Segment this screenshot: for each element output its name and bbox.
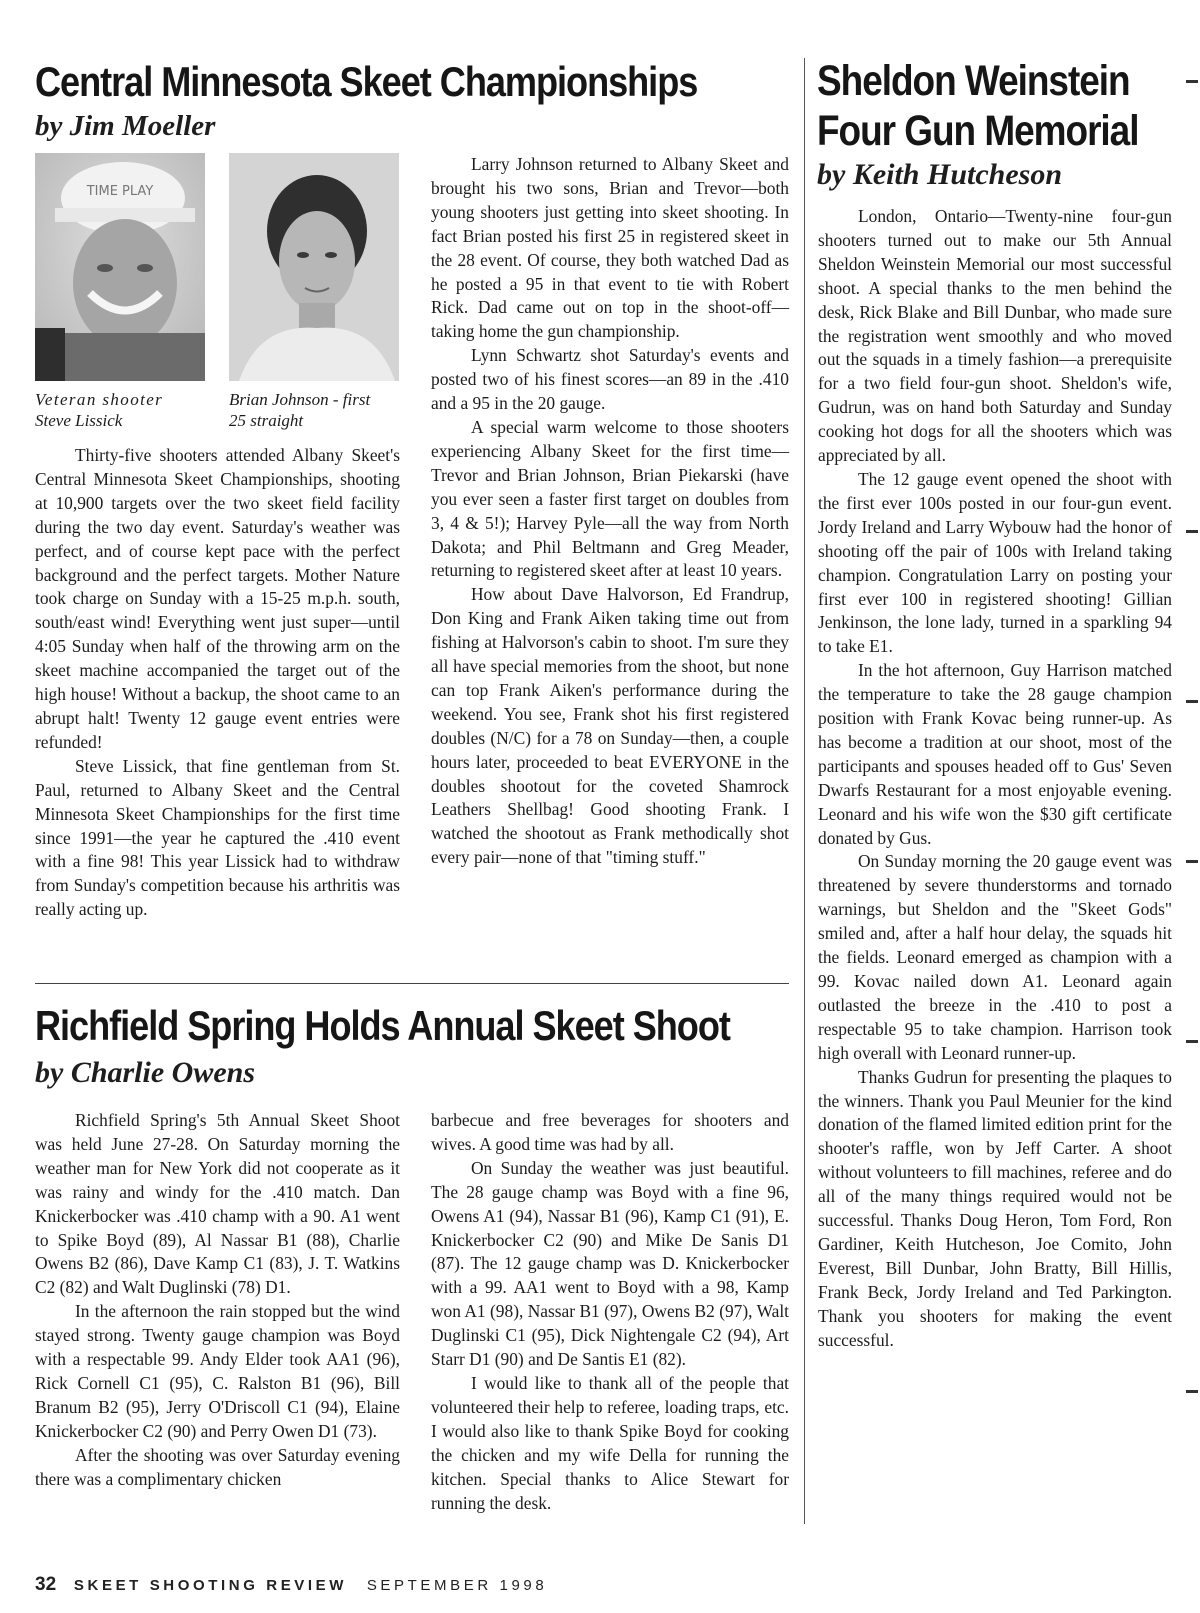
caption-line: Brian Johnson - first [229, 390, 371, 409]
paragraph: Larry Johnson returned to Albany Skeet and brought his two sons, Brian and Trevor—both young shooters just getting into skeet shooting. In fact Brian posted his first 25 in registered skeet in the 28 event. Of course, they both watched Dad as he posted a 95 in that event to tie with Robert Rick. Dad came out on top in the shoot-off—taking home the gun championship. [431, 154, 789, 342]
photo-cap-logo: TIME PLAY [86, 184, 154, 199]
article1-column-1 [35, 444, 400, 922]
paragraph: Thirty-five shooters attended Albany Skeet's Central Minnesota Skeet Championships, shooting at 10,900 targets over the two skeet field facility during the two day event. Saturday's weather was perfect, and of course kept pace with the perfect background and the perfect targets. Mother Nature took charge on Sunday with a 15-25 m.p.h. south, south/east wind! Everything went just super—until 4:05 Sunday when half of the throwing arm on the skeet machine accompanied the target out of the high house! Without a backup, the shoot came to an abrupt halt! Twenty 12 gauge event entries were refunded! [35, 445, 400, 752]
edge-mark [1186, 700, 1198, 703]
article-byline-keith-hutcheson: by Keith Hutcheson [817, 158, 1063, 191]
paragraph: Lynn Schwartz shot Saturday's events and posted two of his finest scores—an 89 in the .410 and a 95 in the 20 gauge. [431, 345, 789, 414]
paragraph: Richfield Spring's 5th Annual Skeet Shoot was held June 27-28. On Saturday morning the weather man for New York did not cooperate as it was rainy and windy for the .410 match. Dan Knickerbocker was .410 champ with a 90. A1 went to Spike Boyd (89), Al Nassar B1 (88), Charlie Owens B2 (86), Dave Kamp C1 (83), J. T. Watkins C2 (82) and Walt Duglinski (78) D1. [35, 1110, 400, 1298]
page-footer [35, 1574, 547, 1596]
article3-column [818, 205, 1172, 1353]
paragraph: How about Dave Halvorson, Ed Frandrup, Don King and Frank Aiken taking time out from fishing at Halvorson's cabin to shoot. I'm sure they all have special memories from the shoot, but none can top Frank Aiken's performance during the weekend. You see, Frank shot his first registered doubles (N/C) for a 78 on Sunday—then, a couple hours later, proceeded to beat EVERYONE in the doubles shootout for the coveted Shamrock Leathers Shellbag! Good shooting Frank. I watched the shootout as Frank methodically shot every pair—none of that "timing stuff." [431, 584, 789, 868]
paragraph: Thanks Gudrun for presenting the plaques to the winners. Thank you Paul Meunier for the kind donation of the flamed limited edition print for the shooter's raffle, won by Jeff Carter. A shoot without volunteers to fill machines, referee and do all of the many things required would not be successful. Thanks Doug Heron, Tom Ford, Ron Gardiner, Keith Hutcheson, Joe Comito, John Everest, Bill Dunbar, John Bratty, Bill Hillis, Frank Beck, Jordy Ireland and Ted Parkington. Thank you shooters for making the event successful. [818, 1066, 1172, 1350]
edge-mark [1186, 530, 1198, 533]
article2-column-2 [431, 1109, 789, 1515]
paragraph: I would like to thank all of the people that volunteered their help to referee, loading traps, etc. I would also like to thank Spike Boyd for cooking the chicken and my wife Della for running the kitchen. Special thanks to Alice Stewart for running the desk. [431, 1372, 789, 1513]
edge-mark [1186, 80, 1198, 83]
paragraph: A special warm welcome to those shooters experiencing Albany Skeet for the first time—Trevor and Brian Johnson, Brian Piekarski (have you ever seen a faster first target on doubles from 3, 4 & 5!); Harvey Pyle—all the way from North Dakota; and Phil Beltmann and Greg Meader, returning to registered skeet after at least 10 years. [431, 416, 789, 581]
edge-mark [1186, 1390, 1198, 1393]
paragraph: barbecue and free beverages for shooters and wives. A good time was had by all. [431, 1110, 789, 1154]
caption-line: Veteran shooter [35, 390, 164, 409]
column-divider [804, 58, 805, 1524]
article1-column-2 [431, 153, 789, 870]
paragraph: On Sunday the weather was just beautiful. The 28 gauge champ was Boyd with a fine 96, Owens A1 (94), Nassar B1 (96), Kamp C1 (91), E. Knickerbocker C2 (90) and Mike De Sanis D1 (87). The 12 gauge champ was D. Knickerbocker with a 99. AA1 went to Boyd with a 98, Kamp won A1 (98), Nassar B1 (97), Owens B2 (97), Walt Duglinski C1 (95), Dick Nightengale C2 (94), Art Starr D1 (90) and De Santis E1 (82). [431, 1157, 789, 1370]
page-number: 32 [35, 1574, 57, 1595]
photo-brian-johnson [229, 153, 399, 381]
photo-caption-brian-johnson [229, 389, 404, 431]
article-title-sheldon-weinstein [817, 56, 1138, 156]
edge-mark [1186, 860, 1198, 863]
edge-mark [1186, 1040, 1198, 1043]
caption-line: Steve Lissick [35, 411, 123, 430]
paragraph: In the hot afternoon, Guy Harrison matched the temperature to take the 28 gauge champion position with Frank Kovac being runner-up. As has become a tradition at our shoot, most of the participants and spouses headed off to Gus' Seven Dwarfs Restaurant for a most enjoyable evening. Leonard and his wife won the $30 gift certificate donated by Gus. [818, 660, 1172, 848]
article-byline-jim-moeller: by Jim Moeller [35, 110, 216, 142]
paragraph: After the shooting was over Saturday evening there was a complimentary chicken [35, 1444, 400, 1489]
photo-steve-lissick [35, 153, 205, 381]
photo-caption-steve-lissick [35, 389, 205, 431]
title-line: Sheldon Weinstein [817, 57, 1130, 105]
paragraph: The 12 gauge event opened the shoot with the first ever 100s posted in our four-gun event. Jordy Ireland and Larry Wybouw had the honor of shooting off the pair of 100s with Ireland taking champion. Congratulation Larry on posting your first ever 100 in registered shooting! Gillian Jenkinson, the lone lady, turned in a sparkling 94 to take E1. [818, 468, 1172, 657]
paragraph: In the afternoon the rain stopped but the wind stayed strong. Twenty gauge champion was Boyd with a respectable 99. Andy Elder took AA1 (96), Rick Cornell C1 (95), C. Ralston B1 (96), Bill Branum B2 (95), Jerry O'Driscoll C1 (94), Elaine Knickerbocker C2 (90) and Perry Owen D1 (73). [35, 1301, 400, 1441]
article-byline-charlie-owens: by Charlie Owens [35, 1056, 256, 1089]
paragraph: London, Ontario—Twenty-nine four-gun shooters turned out to make our 5th Annual Sheldon Weinstein Memorial our most successful shoot. A special thanks to the men behind the desk, Rick Blake and Bill Dunbar, who made sure the registration went smoothly and who moved out the squads in a timely fashion—a prerequisite for a two field four-gun shoot. Sheldon's wife, Gudrun, was on hand both Saturday and Sunday cooking hot dogs for all the shooters which was appreciated by all. [818, 206, 1172, 466]
paragraph: On Sunday morning the 20 gauge event was threatened by severe thunderstorms and tornado warnings, but Sheldon and the "Skeet Gods" smiled and, after a half hour delay, the squads hit the fields. Leonard emerged as champion with a 99. Kovac nailed down A1. Leonard again outlasted the breeze in the .410 to post a respectable 95 to take champion. Harrison took high overall with Leonard runner-up. [818, 851, 1172, 1063]
paragraph: Steve Lissick, that fine gentleman from St. Paul, returned to Albany Skeet and the Central Minnesota Skeet Championships for the first time since 1991—the year he captured the .410 event with a fine 98! This year Lissick had to withdraw from Sunday's competition because his arthritis was really acting up. [35, 755, 400, 920]
section-divider [35, 983, 789, 984]
caption-line: 25 straight [229, 411, 304, 430]
title-line: Four Gun Memorial [817, 107, 1139, 155]
publication-name: SKEET SHOOTING REVIEW [73, 1577, 348, 1594]
issue-date: SEPTEMBER 1998 [366, 1577, 548, 1594]
article-title-richfield-spring: Richfield Spring Holds Annual Skeet Shoot [35, 1002, 730, 1049]
article2-column-1 [35, 1109, 400, 1492]
article-title-central-minnesota: Central Minnesota Skeet Championships [35, 58, 698, 105]
